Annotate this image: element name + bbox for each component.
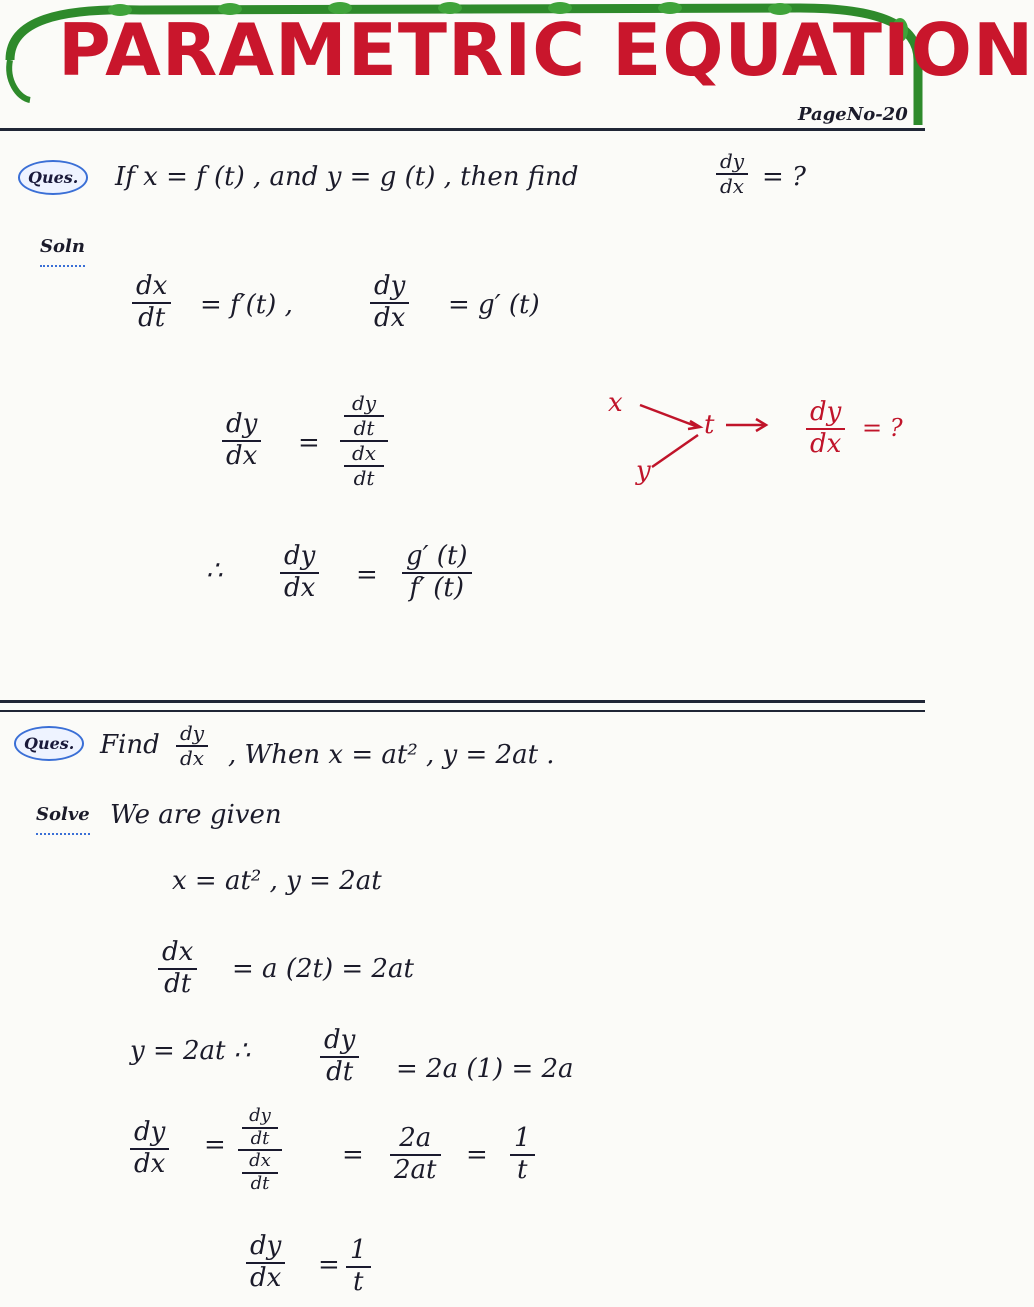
page-number: PageNo-20 <box>798 104 908 125</box>
dy-dx-fraction: dy dx <box>280 542 319 604</box>
header-divider <box>0 128 925 131</box>
question-badge: Ques. <box>18 160 88 195</box>
diagram-dy-dx: dy dx <box>806 398 845 460</box>
compound-fraction: dy dt dx dt <box>238 1106 282 1195</box>
equals-sign: = <box>298 428 320 458</box>
result-fraction: g′ (t) f′ (t) <box>402 542 472 604</box>
question-1-derivative: dy dx <box>716 150 748 198</box>
question-1-ask-suffix: = ? <box>762 162 806 192</box>
solution-label: Soln <box>40 236 85 267</box>
diagram-question: = ? <box>862 414 903 442</box>
dy-dx-fraction: dy dx <box>246 1232 285 1294</box>
dependency-arrows <box>630 395 770 485</box>
compound-fraction: dy dt dx dt <box>340 392 388 490</box>
dy-dx-fraction: dy dx <box>130 1118 169 1180</box>
dy-dt-fraction: dy dt <box>320 1026 359 1088</box>
equals-sign: = <box>318 1250 340 1280</box>
solution-label: Solve <box>36 804 90 835</box>
section-divider <box>0 700 925 703</box>
given-equations: x = at² , y = 2at <box>172 866 382 896</box>
equals-sign: = <box>342 1140 364 1170</box>
given-text: We are given <box>110 800 282 830</box>
dy-dx-fraction: dy dx <box>370 272 409 334</box>
y-line-prefix: y = 2at ∴ <box>130 1036 251 1066</box>
therefore-symbol: ∴ <box>206 556 223 586</box>
section-divider <box>0 710 925 712</box>
diagram-x-label: x <box>608 388 623 418</box>
page-title: PARAMETRIC EQUATION <box>58 8 1034 92</box>
dx-dt-result: = a (2t) = 2at <box>232 954 414 984</box>
dy-dt-result: = 2a (1) = 2a <box>396 1054 574 1084</box>
question-1-text: If x = f (t) , and y = g (t) , then find <box>115 162 579 192</box>
equals-sign: = <box>466 1140 488 1170</box>
question-badge: Ques. <box>14 726 84 761</box>
intermediate-fraction: 2a 2at <box>390 1124 441 1186</box>
final-answer-fraction: 1 t <box>346 1236 371 1298</box>
diagram-t-label: t <box>704 410 715 440</box>
find-word: Find <box>100 730 160 760</box>
diagram-y-label: y <box>636 456 651 486</box>
dy-dx-fraction: dy dx <box>222 410 261 472</box>
g-prime-text: = g′ (t) <box>448 290 540 320</box>
question-2-condition: , When x = at² , y = 2at . <box>228 740 555 770</box>
question-2-derivative: dy dx <box>176 722 208 770</box>
f-prime-text: = f′(t) , <box>200 290 293 320</box>
one-over-t-fraction: 1 t <box>510 1124 535 1186</box>
dx-dt-fraction: dx dt <box>132 272 171 334</box>
equals-sign: = <box>204 1130 226 1160</box>
dx-dt-fraction: dx dt <box>158 938 197 1000</box>
equals-sign: = <box>356 560 378 590</box>
